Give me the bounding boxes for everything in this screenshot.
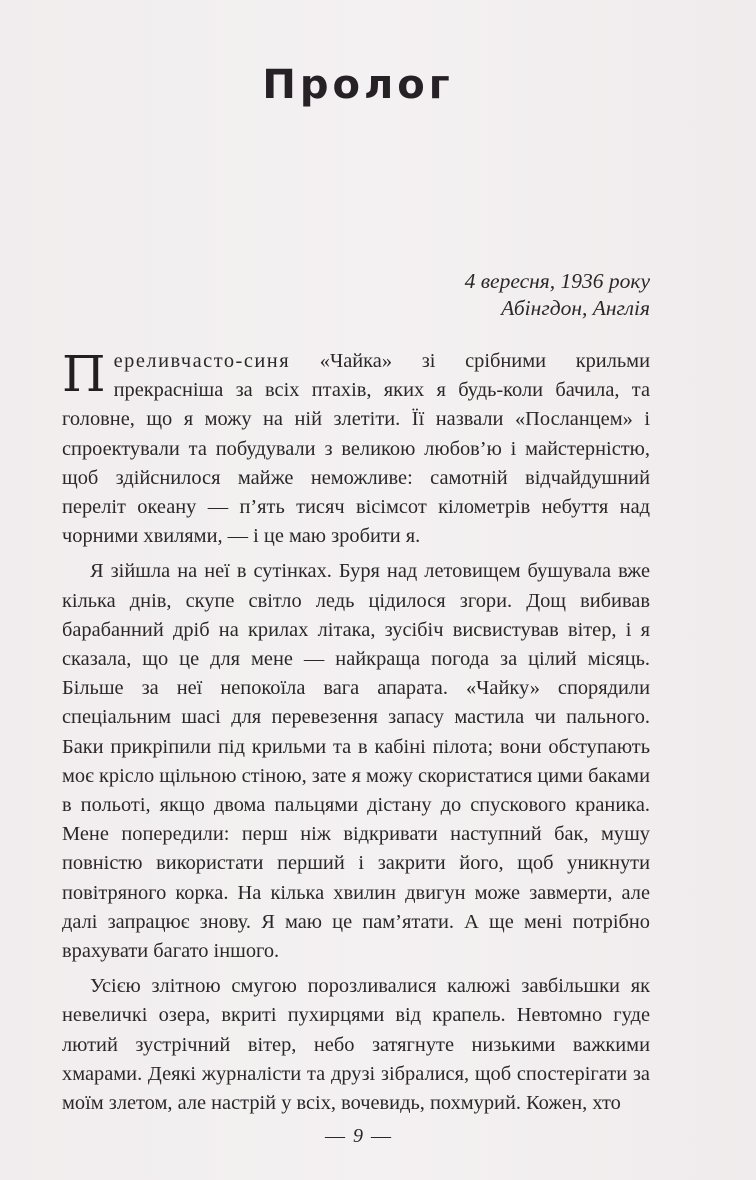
- paragraph-second: Я зійшла на неї в сутінках. Буря над летовищем бушувала вже кілька днів, скупе світло ледь цідилося згори. Дощ вибивав барабанний дріб на крилах літака, зусібіч висвистував вітер, і я сказала, що це для мене — найкраща погода за цілий місяць. Більше за неї непокоїла вага апарата. «Чайку» спорядили спеціальним шасі для перевезення запасу мастила чи пального. Баки прикріпили під крильми та в кабіні пілота; вони обступають моє крісло щільною стіною, зате я можу скористатися цими баками в польоті, якщо двома пальцями дістану до спускового краника. Мене попередили: перш ніж відкривати наступний бак, мушу повністю використати перший і закрити його, щоб уникнути повітряного корка. На кілька хвилин двигун може завмерти, але далі запрацює знову. Я маю це пам’ятати. А ще мені потрібно врахувати багато іншого.: [62, 560, 650, 963]
- lead-in: ереливчасто-синя: [113, 350, 291, 372]
- page-number: [0, 1125, 716, 1148]
- folio-dash-right: —: [371, 1125, 391, 1147]
- body-text: [62, 347, 650, 1118]
- dateline: [465, 268, 650, 322]
- chapter-title: Пролог: [262, 62, 454, 108]
- dateline-date: 4 вересня, 1936 року: [464, 269, 650, 293]
- folio-number: 9: [353, 1125, 363, 1147]
- folio-dash-left: —: [325, 1125, 345, 1147]
- paragraph-first-text: «Чайка» зі срібними крильми прекрасніша за всіх птахів, яких я будь-коли бачила, та головне, що я можу на ній злетіти. Її назвали «Посланцем» і спроектували та побудували з великою любов’ю і майстерністю, щоб здійснилося майже неможливе: самотній відчайдушний переліт океану — п’ять тисяч вісімсот кілометрів небуття над чорними хвилями, — і це маю зробити я.: [62, 350, 650, 548]
- dateline-place: Абінгдон, Англія: [501, 296, 650, 320]
- paragraph-third: Усією злітною смугою порозливалися калюжі завбільшки як невеличкі озера, вкриті пухирцями від крапель. Невтомно гуде лютий зустрічний вітер, небо затягнуте низькими важкими хмарами. Деякі журналісти та друзі зібралися, щоб спостерігати за моїм злетом, але настрій у всіх, вочевидь, похмурий. Кожен, хто: [62, 975, 650, 1115]
- paragraph-first: [62, 347, 650, 551]
- drop-cap: П: [62, 345, 106, 403]
